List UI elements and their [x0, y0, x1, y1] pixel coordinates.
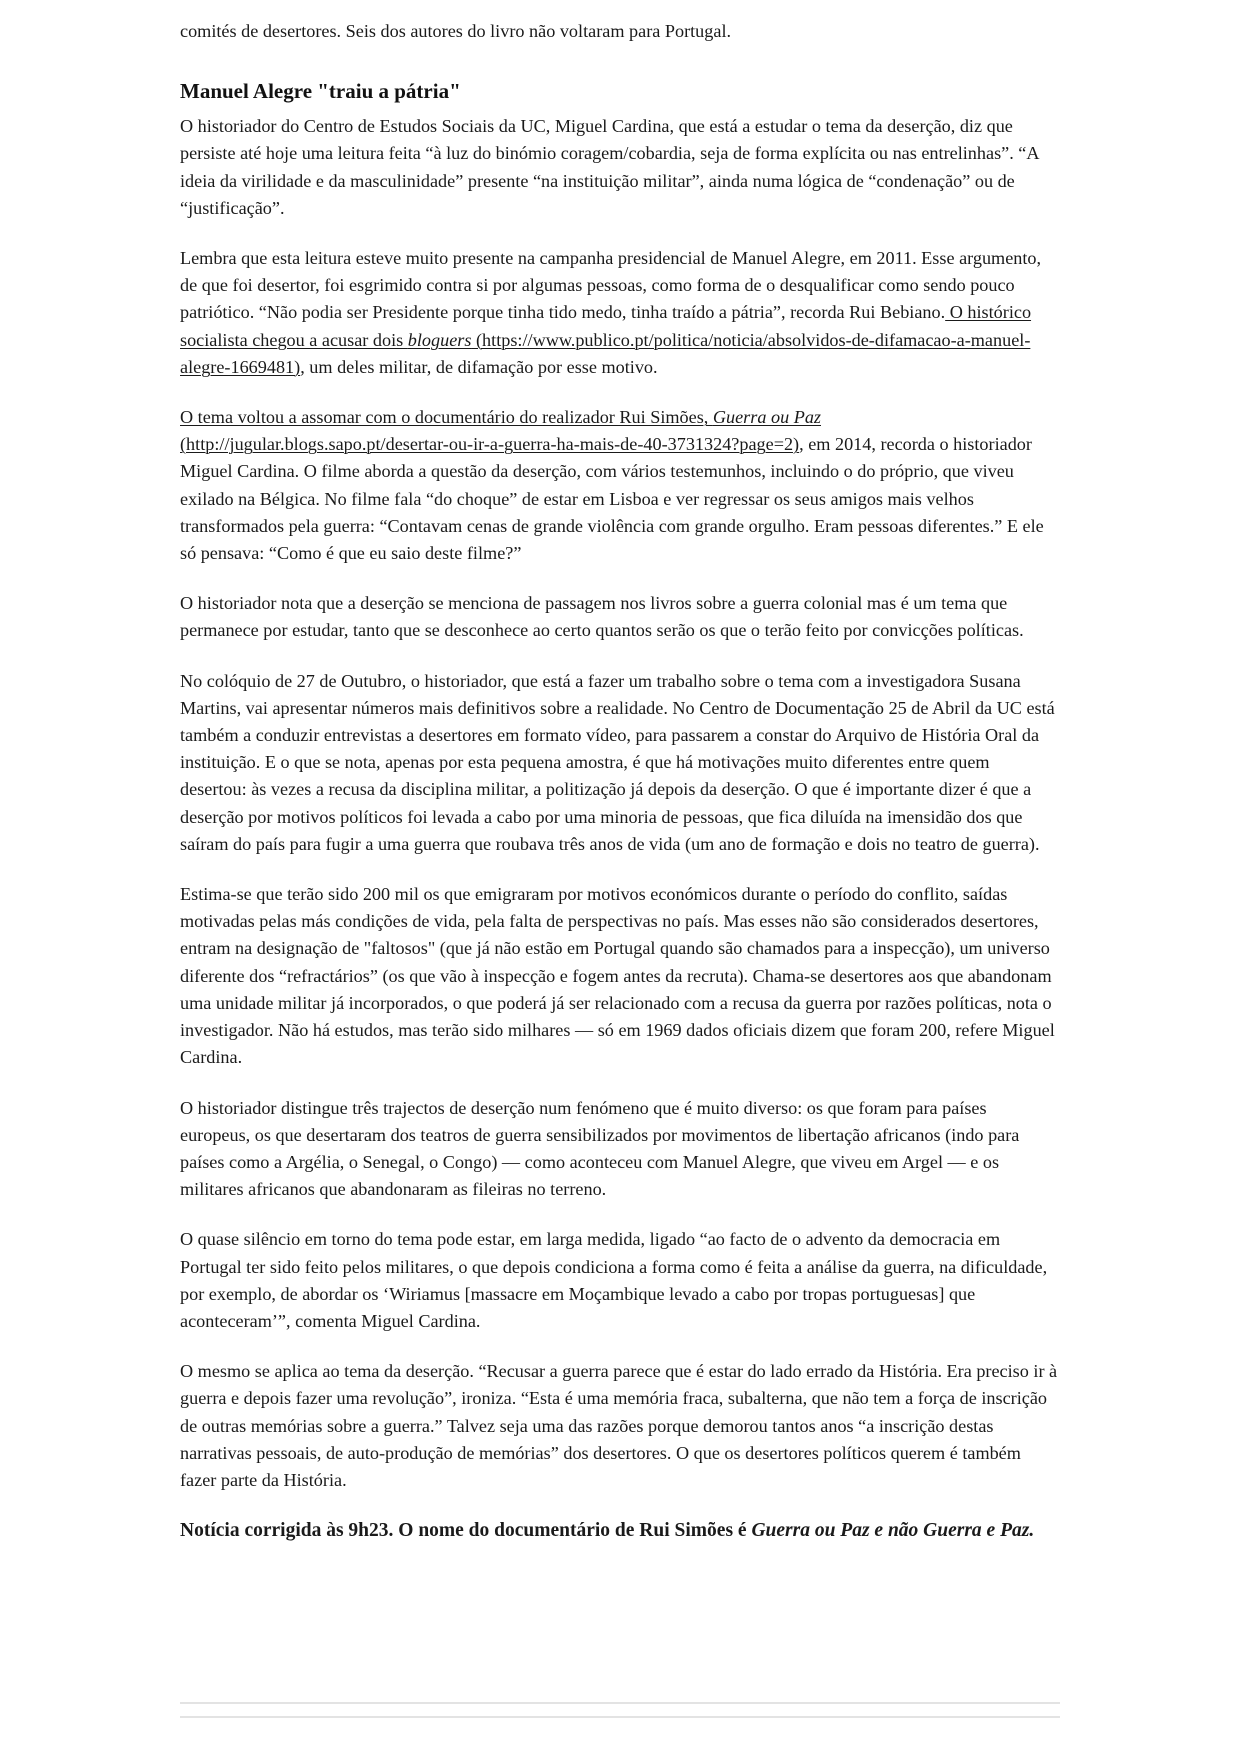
documentary-link[interactable] — [180, 407, 821, 454]
paragraph-text: , um deles militar, de difamação por esse motivo. — [300, 356, 658, 377]
link-text: O tema voltou a assomar com o documentário do realizador Rui Simões, — [180, 407, 713, 428]
paragraph: Estima-se que terão sido 200 mil os que emigraram por motivos económicos durante o período do conflito, saídas motivadas pelas más condições de vida, pela falta de perspectivas no país. Mas esses não são considerados desertores, entram na designação de "faltosos" (que já não estão em Portugal quando são chamados para a inspecção), um universo diferente dos “refractários” (os que vão à inspecção e fogem antes da recruta). Chama-se desertores aos que abandonam uma unidade militar já incorporados, o que poderá já ser relacionado com a recusa da guerra por razões políticas, nota o investigador. Não há estudos, mas terão sido milhares — só em 1969 dados oficiais dizem que foram 200, refere Miguel Cardina. — [180, 884, 1055, 1068]
link-italic-text: Guerra ou Paz — [712, 407, 821, 428]
paragraph: O historiador do Centro de Estudos Sociais da UC, Miguel Cardina, que está a estudar o tema da deserção, diz que persiste até hoje uma leitura feita “à luz do binómio coragem/cobardia, seja de forma explícita ou nas entrelinhas”. “A ideia da virilidade e da masculinidade” presente “na instituição militar”, ainda numa lógica de “condenação” ou de “justificação”. — [180, 116, 1039, 218]
divider — [180, 1702, 1060, 1704]
link-text: O histórico socialista chegou a acusar dois — [180, 302, 1032, 350]
link-url-text: (http://jugular.blogs.sapo.pt/desertar-ou-ir-a-guerra-ha-mais-de-40-3731324?page=2) — [180, 434, 800, 455]
paragraph: No colóquio de 27 de Outubro, o historiador, que está a fazer um trabalho sobre o tema com a investigadora Susana Martins, vai apresentar números mais definitivos sobre a realidade. No Centro de Documentação 25 de Abril da UC está também a conduzir entrevistas a desertores em formato vídeo, para passarem a constar do Arquivo de História Oral da instituição. E o que se nota, apenas por esta pequena amostra, é que há motivações muito diferentes entre quem desertou: às vezes a recusa da disciplina militar, a politização já depois da deserção. O que é importante dizer é que a deserção por motivos políticos foi levada a cabo por uma minoria de pessoas, que fica diluída na imensidão dos que saíram do país para fugir a uma guerra que roubava três anos de vida (um ano de formação e dois no teatro de guerra). — [180, 670, 1055, 854]
correction-note-italic: Guerra ou Paz e não Guerra e Paz. — [751, 1520, 1035, 1542]
paragraph — [180, 245, 1060, 381]
link-italic-text: bloguers — [407, 329, 472, 350]
paragraph: O mesmo se aplica ao tema da deserção. “Recusar a guerra parece que é estar do lado errado da História. Era preciso ir à guerra e depois fazer uma revolução”, ironiza. “Esta é uma memória fraca, subalterna, que não tem a força de inscrição de outras memórias sobre a guerra.” Talvez seja uma das razões porque demorou tantos anos “a inscrição destas narrativas pessoais, de auto-produção de memórias” dos desertores. O que os desertores políticos querem é também fazer parte da História. — [180, 1361, 1058, 1490]
paragraph: O quase silêncio em torno do tema pode estar, em larga medida, ligado “ao facto de o advento da democracia em Portugal ter sido feito pelos militares, o que depois condiciona a forma como é feita a análise da guerra, na dificuldade, por exemplo, de abordar os ‘Wiriamus [massacre em Moçambique levado a cabo por tropas portuguesas] que aconteceram’”, comenta Miguel Cardina. — [180, 1229, 1048, 1331]
paragraph — [180, 404, 1060, 567]
paragraph-text: Lembra que esta leitura esteve muito presente na campanha presidencial de Manuel Alegre, em 2011. Esse argumento, de que foi desertor, foi esgrimido contra si por algumas pessoas, como forma de o desqualificar como sendo pouco patriótico. “Não podia ser Presidente porque tinha tido medo, tinha traído a pátria”, recorda Rui Bebiano. — [180, 248, 1042, 323]
paragraph: O historiador nota que a deserção se menciona de passagem nos livros sobre a guerra colonial mas é um tema que permanece por estudar, tanto que se desconhece ao certo quantos serão os que o terão feito por convicções políticas. — [180, 593, 1024, 641]
divider — [180, 1716, 1060, 1718]
paragraph: O historiador distingue três trajectos de deserção num fenómeno que é muito diverso: os que foram para países europeus, os que desertaram dos teatros de guerra sensibilizados por movimentos de libertação africanos (indo para países como a Argélia, o Senegal, o Congo) — como aconteceu com Manuel Alegre, que viveu em Argel — e os militares africanos que abandonaram as fileiras no terreno. — [180, 1097, 1020, 1200]
link-url-text: (https://www.publico.pt/politica/noticia/absolvidos-de-difamacao-a-manuel-alegre-1669481) — [180, 329, 1031, 377]
article-body — [180, 18, 1060, 1568]
correction-note — [180, 1517, 1060, 1545]
section-heading: Manuel Alegre "traiu a pátria" — [180, 79, 461, 104]
correction-note-text: Notícia corrigida às 9h23. O nome do documentário de Rui Simões é — [180, 1520, 752, 1542]
paragraph-text: , em 2014, recorda o historiador Miguel Cardina. O filme aborda a questão da deserção, com vários testemunhos, incluindo o do próprio, que viveu exilado na Bélgica. No filme fala “do choque” de estar em Lisboa e ver regressar os seus amigos mais velhos transformados pela guerra: “Contavam cenas de grande violência com grande orgulho. Eram pessoas diferentes.” E ele só pensava: “Como é que eu saio deste filme?” — [180, 434, 1044, 564]
paragraph: comités de desertores. Seis dos autores do livro não voltaram para Portugal. — [180, 21, 732, 41]
